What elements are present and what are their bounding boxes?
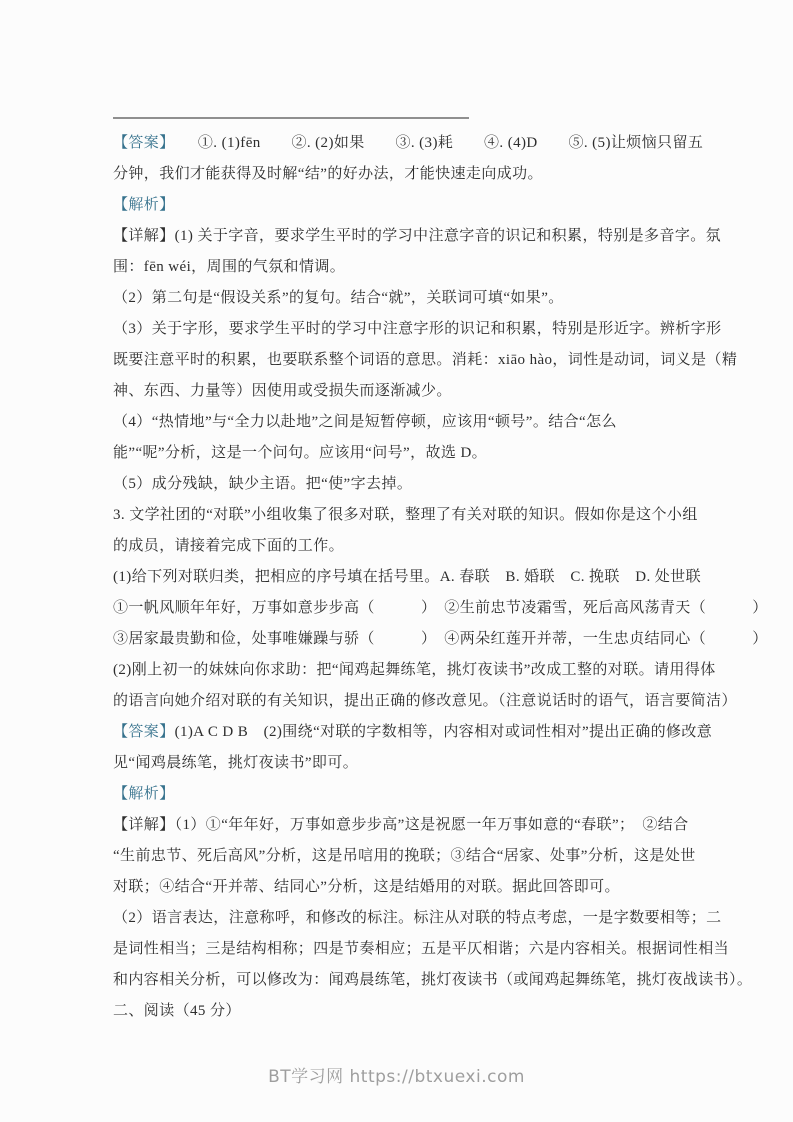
text-line — [113, 810, 713, 841]
text-segment: 【详解】（1）①“年年好，万事如意步步高”这是祝愿一年万事如意的“春联”； ②结合 — [113, 817, 689, 833]
text-line — [113, 159, 713, 190]
text-line — [113, 190, 713, 221]
text-segment: 的成员，请接着完成下面的工作。 — [113, 538, 345, 554]
text-segment: 的语言向她介绍对联的有关知识，提出正确的修改意见。（注意说话时的语气，语言要简洁） — [113, 693, 737, 709]
text-line — [113, 624, 768, 655]
text-segment: ①. (1)fēn ②. (2)如果 ③. (3)耗 ④. (4)D ⑤. (5)让烦恼只留五 — [167, 135, 704, 151]
text-line — [113, 593, 768, 624]
text-line — [113, 407, 713, 438]
text-line — [113, 779, 713, 810]
text-segment: 【详解】(1) 关于字音，要求学生平时的学习中注意字音的识记和积累，特别是多音字。氛 — [113, 228, 722, 244]
footer-url: https://btxuexi.com — [349, 1067, 525, 1087]
text-line — [113, 314, 722, 345]
text-line — [113, 996, 713, 1027]
text-line — [113, 345, 738, 376]
text-segment: 围：fēn wéi，周围的气氛和情调。 — [113, 259, 346, 275]
top-divider-line — [113, 117, 469, 119]
text-segment: 见“闻鸡晨练笔，挑灯夜读书”即可。 — [113, 755, 359, 771]
text-segment: 是词性相当；三是结构相称；四是节奏相应；五是平仄相谐；六是内容相关。根据词性相当 — [113, 941, 730, 957]
text-segment: 3. 文学社团的“对联”小组收集了很多对联，整理了有关对联的知识。假如你是这个小组 — [113, 507, 698, 523]
text-line — [113, 531, 713, 562]
text-segment: “生前忠节、死后高风”分析，这是吊唁用的挽联；③结合“居家、处事”分析，这是处世 — [113, 848, 696, 864]
text-segment: 神、东西、力量等）因使用或受损失而逐渐减少。 — [113, 383, 452, 399]
text-line — [113, 965, 753, 996]
text-line — [113, 717, 713, 748]
text-segment: 分钟，我们才能获得及时解“结”的好办法，才能快速走向成功。 — [113, 166, 543, 182]
text-line — [113, 469, 713, 500]
text-line — [113, 562, 713, 593]
text-segment: （2）语言表达，注意称呼，和修改的标注。标注从对联的特点考虑，一是字数要相等；二 — [113, 910, 722, 926]
text-line — [113, 283, 713, 314]
text-line — [113, 934, 730, 965]
section-label: 【答案】 — [113, 135, 168, 151]
section-label: 【解析】 — [113, 786, 175, 802]
section-label: 【解析】 — [113, 197, 175, 213]
watermark-footer — [0, 1062, 793, 1087]
document-body — [113, 128, 768, 1027]
text-segment: 二、阅读（45 分） — [113, 1003, 241, 1019]
text-segment: （2）第二句是“假设关系”的复句。结合“就”，关联词可填“如果”。 — [113, 290, 564, 306]
text-segment: 能”“呢”分析，这是一个问句。应该用“问号”，故选 D。 — [113, 445, 488, 461]
text-segment: (1)给下列对联归类，把相应的序号填在括号里。A. 春联 B. 婚联 C. 挽联 D. 处世联 — [113, 569, 701, 585]
text-segment: 和内容相关分析，可以修改为：闻鸡晨练笔，挑灯夜读书（或闻鸡起舞练笔，挑灯夜战读书）。 — [113, 972, 753, 988]
text-segment: (1)A C D B (2)围绕“对联的字数相等，内容相对或词性相对”提出正确的修改意 — [174, 724, 713, 740]
text-segment: 对联；④结合“开并蒂、结同心”分析，这是结婚用的对联。据此回答即可。 — [113, 879, 620, 895]
text-segment: （4）“热情地”与“全力以赴地”之间是短暂停顿，应该用“顿号”。结合“怎么 — [113, 414, 617, 430]
text-line — [113, 221, 722, 252]
text-line — [113, 841, 713, 872]
section-label: 【答案】 — [113, 724, 175, 740]
text-segment: ①一帆风顺年年好，万事如意步步高（ ） ②生前忠节凌霜雪，死后高风荡青天（ ） — [113, 600, 768, 616]
footer-site-name: BT学习网 — [268, 1067, 344, 1087]
text-line — [113, 438, 713, 469]
text-line — [113, 376, 713, 407]
text-line — [113, 128, 713, 159]
text-line — [113, 872, 713, 903]
text-line — [113, 686, 737, 717]
text-segment: ③居家最贵勤和俭，处事唯嫌躁与骄（ ） ④两朵红莲开并蒂，一生忠贞结同心（ ） — [113, 631, 768, 647]
footer-link[interactable] — [268, 1067, 525, 1087]
text-line — [113, 252, 713, 283]
text-line — [113, 500, 713, 531]
text-segment: （3）关于字形，要求学生平时的学习中注意字形的识记和积累，特别是形近字。辨析字形 — [113, 321, 722, 337]
text-line — [113, 748, 713, 779]
text-line — [113, 655, 716, 686]
text-line — [113, 903, 722, 934]
text-segment: 既要注意平时的积累，也要联系整个词语的意思。消耗：xiāo hào，词性是动词，词义是（精 — [113, 352, 738, 368]
text-segment: (2)刚上初一的妹妹向你求助：把“闻鸡起舞练笔，挑灯夜读书”改成工整的对联。请用得体 — [113, 662, 716, 678]
text-segment: （5）成分残缺，缺少主语。把“使”字去掉。 — [113, 476, 413, 492]
